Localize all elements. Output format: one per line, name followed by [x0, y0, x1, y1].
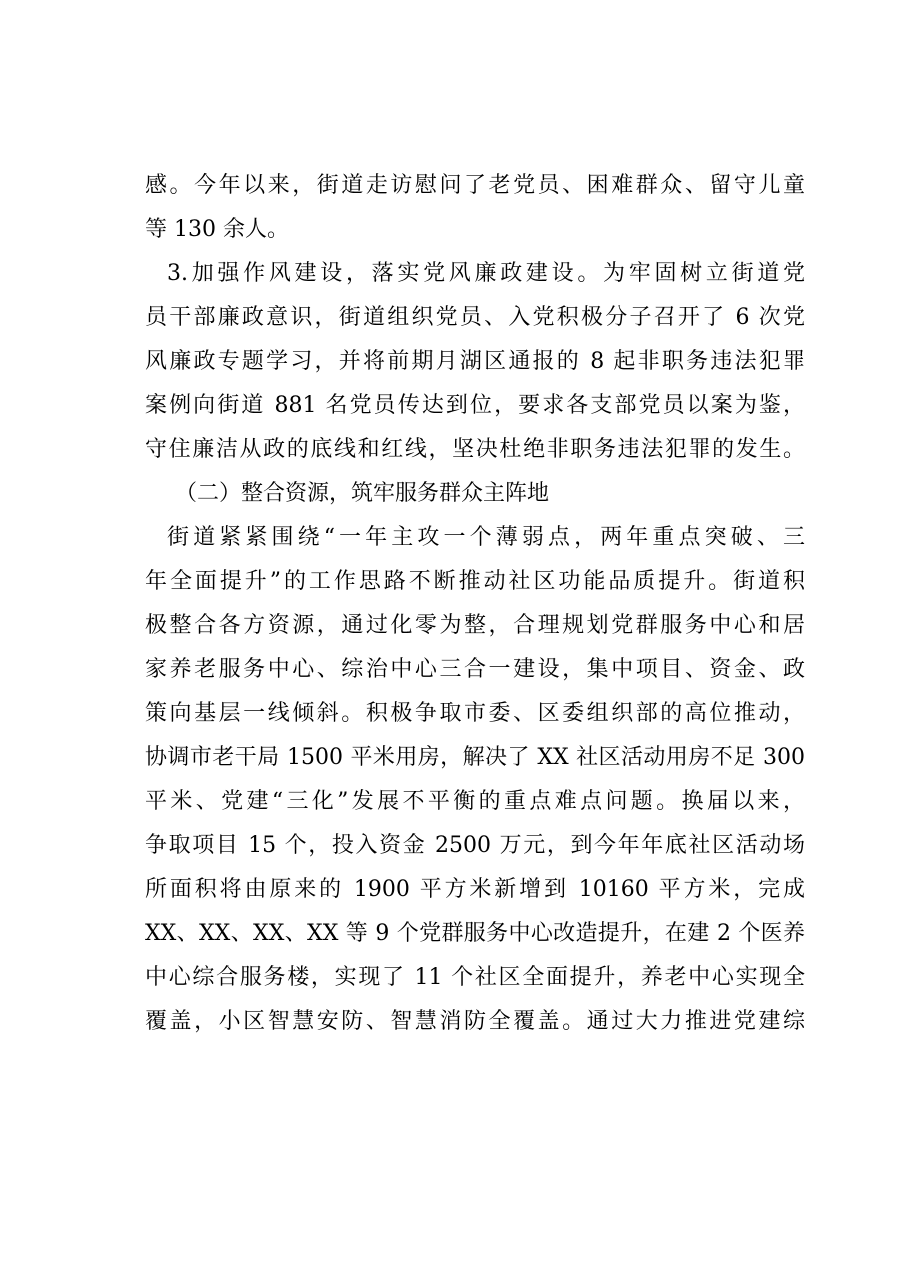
text-line: 中心综合服务楼，实现了 11 个社区全面提升，养老中心实现全	[145, 965, 805, 990]
section-heading	[145, 472, 805, 516]
text-line: 年全面提升”的工作思路不断推动社区功能品质提升。街道积	[145, 569, 805, 594]
text-line: 街道紧紧围绕“一年主攻一个薄弱点，两年重点突破、三	[167, 525, 805, 550]
document-body	[145, 164, 805, 1044]
text-line: 覆盖，小区智慧安防、智慧消防全覆盖。通过大力推进党建综	[145, 1009, 805, 1034]
text-line: 家养老服务中心、综治中心三合一建设，集中项目、资金、政	[145, 657, 805, 682]
text-line: 案例向街道 881 名党员传达到位，要求各支部党员以案为鉴，	[145, 393, 805, 418]
text-line: 所面积将由原来的 1900 平方米新增到 10160 平方米，完成	[145, 877, 805, 902]
text-line: 极整合各方资源，通过化零为整，合理规划党群服务中心和居	[145, 613, 805, 638]
heading-text: （二）整合资源，筑牢服务群众主阵地	[175, 481, 550, 506]
text-line: 3.加强作风建设，落实党风廉政建设。为牢固树立街道党	[167, 261, 805, 286]
text-line: 平米、党建“三化”发展不平衡的重点难点问题。换届以来，	[145, 789, 805, 814]
text-line: 争取项目 15 个，投入资金 2500 万元，到今年年底社区活动场	[145, 833, 805, 858]
text-line: 员干部廉政意识，街道组织党员、入党积极分子召开了 6 次党	[145, 305, 805, 330]
paragraph	[145, 164, 805, 252]
text-line: 等 130 余人。	[145, 217, 289, 242]
text-line: 风廉政专题学习，并将前期月湖区通报的 8 起非职务违法犯罪	[145, 349, 805, 374]
text-line: 协调市老干局 1500 平米用房，解决了 XX 社区活动用房不足 300	[145, 745, 805, 770]
paragraph	[145, 516, 805, 1044]
text-line: 策向基层一线倾斜。积极争取市委、区委组织部的高位推动，	[145, 701, 805, 726]
paragraph	[145, 252, 805, 472]
text-line: XX、XX、XX、XX 等 9 个党群服务中心改造提升，在建 2 个医养	[145, 921, 805, 946]
text-line: 感。今年以来，街道走访慰问了老党员、困难群众、留守儿童	[145, 173, 805, 198]
text-line: 守住廉洁从政的底线和红线，坚决杜绝非职务违法犯罪的发生。	[145, 437, 805, 462]
